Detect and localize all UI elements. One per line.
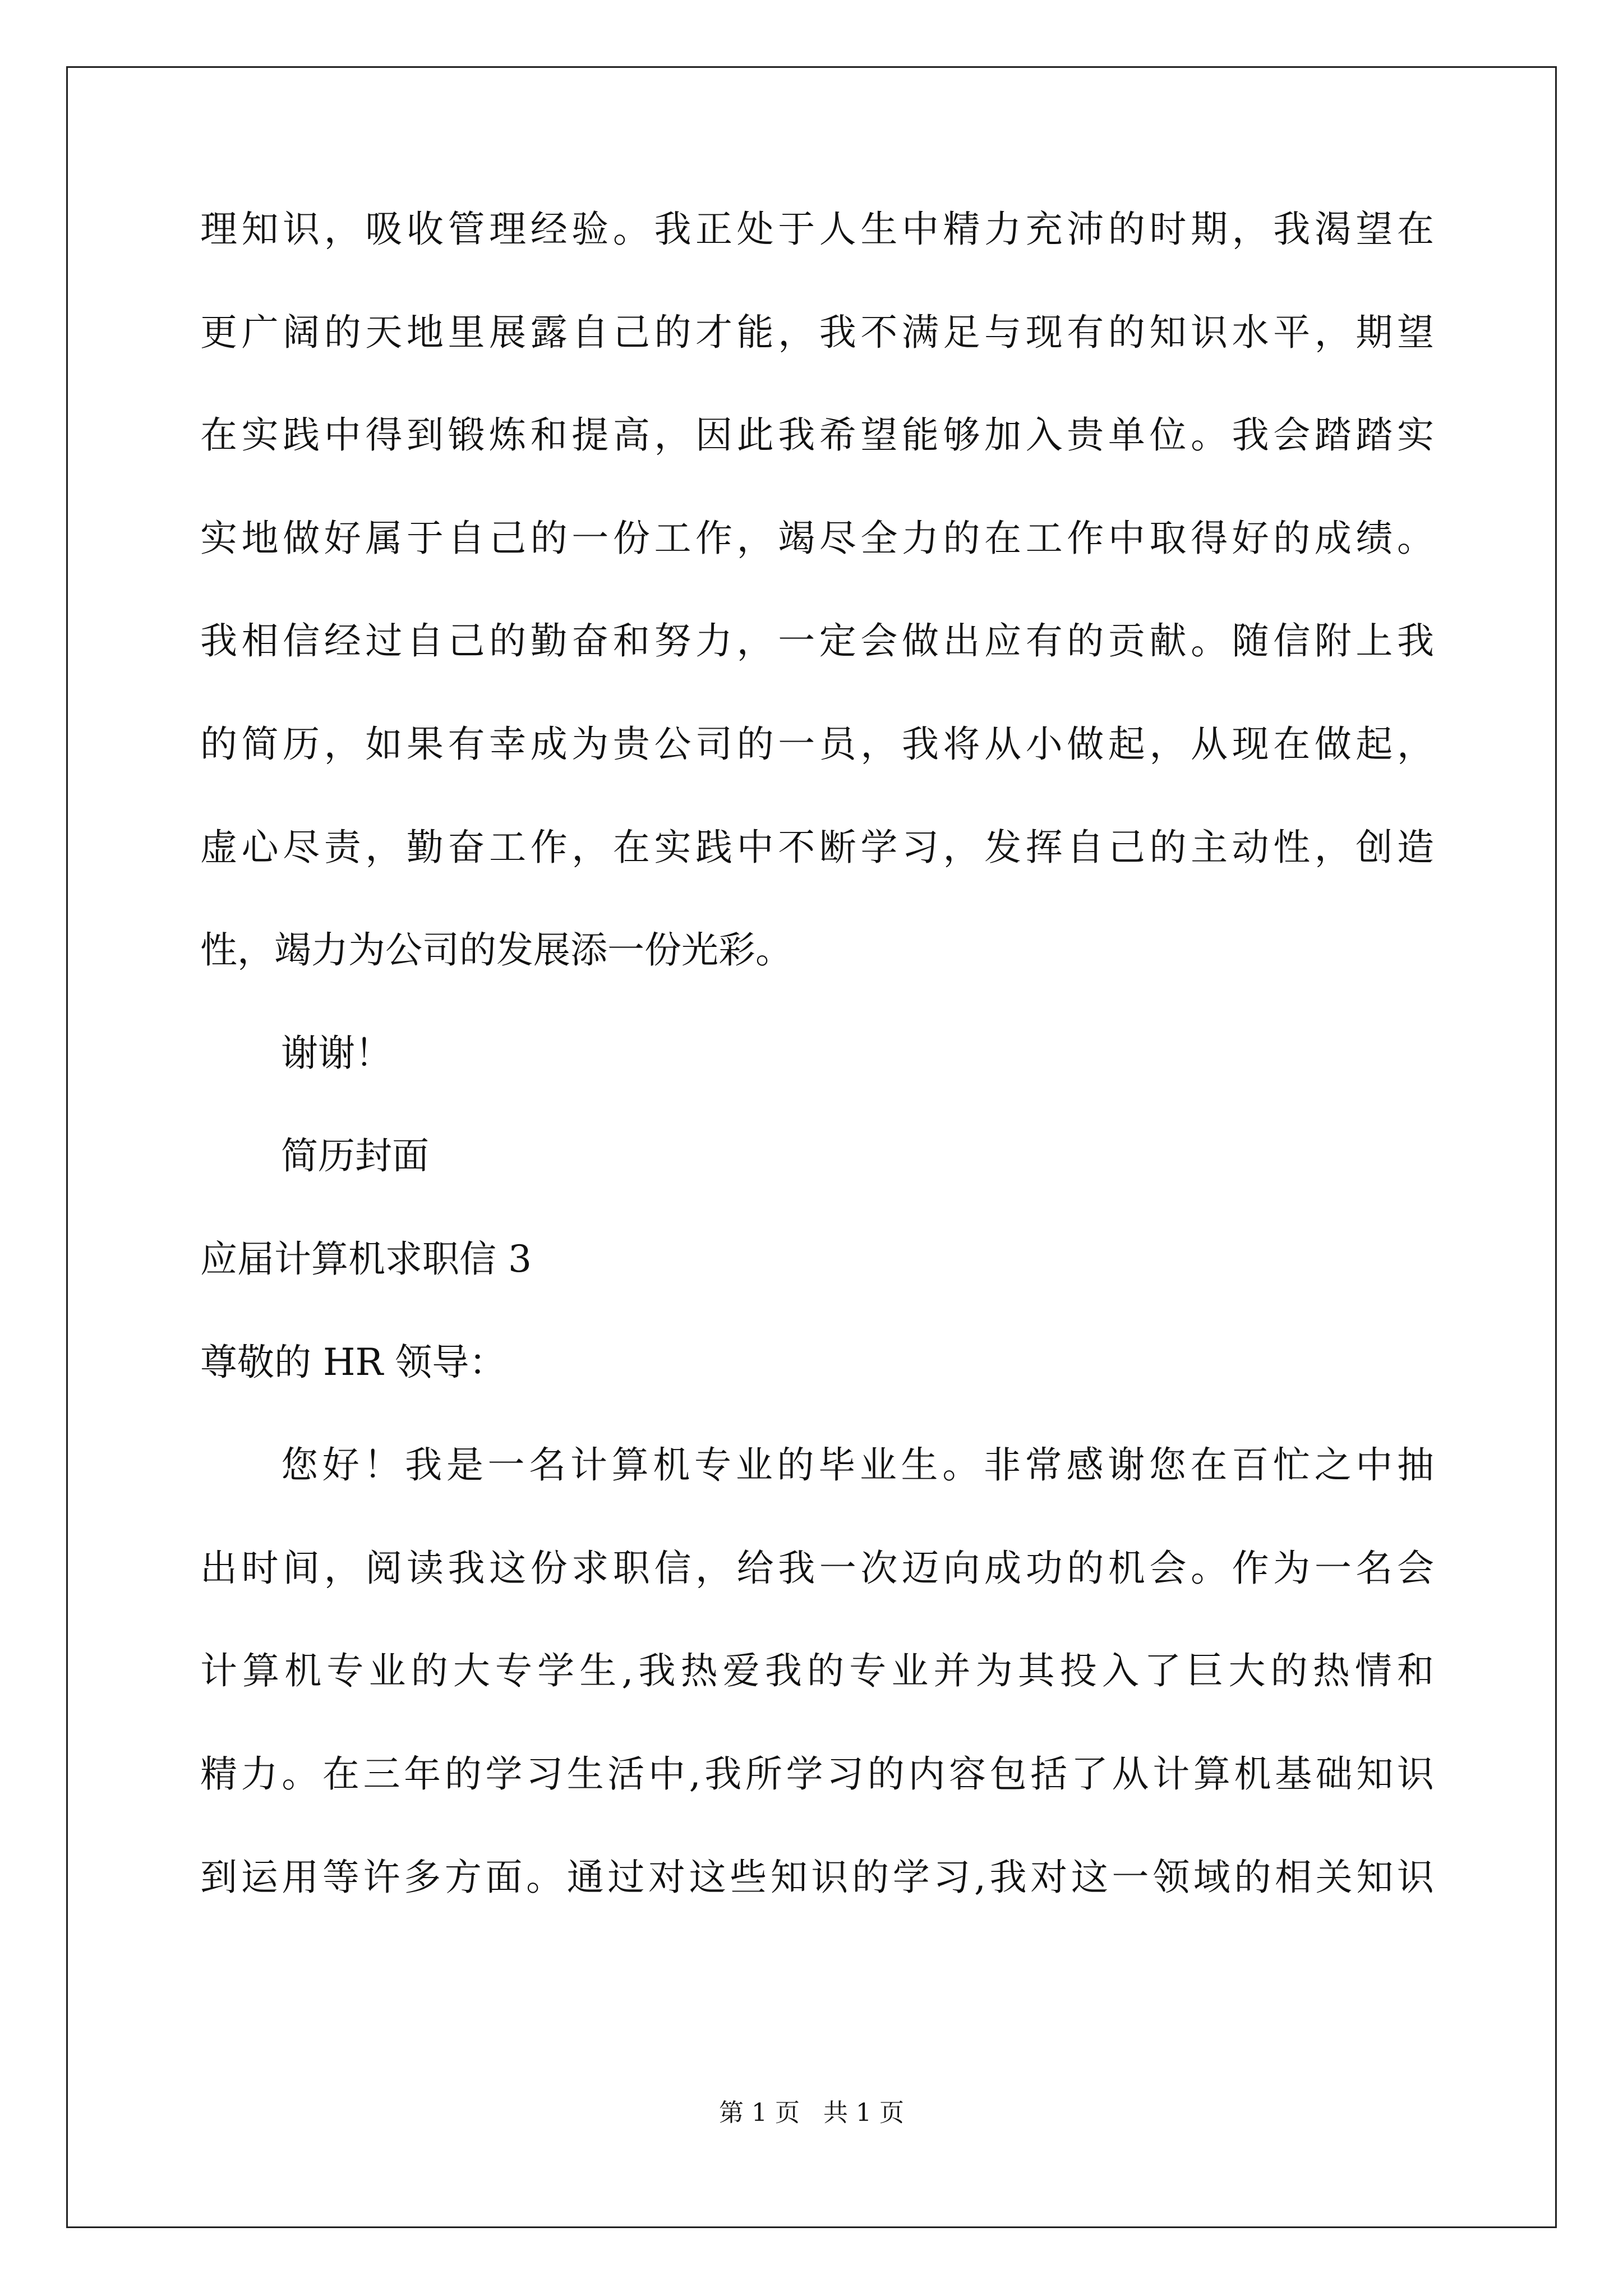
text-line: 出时间，阅读我这份求职信，给我一次迈向成功的机会。作为一名会 <box>200 1546 1434 1590</box>
text-line: 您好！我是一名计算机专业的毕业生。非常感谢您在百忙之中抽 <box>281 1443 1434 1487</box>
text-line: 应届计算机求职信 3 <box>200 1237 532 1281</box>
text-line: 计算机专业的大专学生,我热爱我的专业并为其投入了巨大的热情和 <box>200 1649 1434 1693</box>
text-line: 性，竭力为公司的发展添一份光彩。 <box>200 928 792 972</box>
text-line: 虚心尽责，勤奋工作，在实践中不断学习，发挥自己的主动性，创造 <box>200 825 1434 869</box>
document-body <box>200 208 1434 1962</box>
text-line: 的简历，如果有幸成为贵公司的一员，我将从小做起，从现在做起， <box>200 722 1434 766</box>
page-footer: 第 1 页 共 1 页 <box>719 2099 904 2127</box>
text-line: 在实践中得到锻炼和提高，因此我希望能够加入贵单位。我会踏踏实 <box>200 413 1434 457</box>
text-line: 我相信经过自己的勤奋和努力，一定会做出应有的贡献。随信附上我 <box>200 619 1434 663</box>
text-line: 更广阔的天地里展露自己的才能，我不满足与现有的知识水平，期望 <box>200 310 1434 354</box>
text-line: 谢谢！ <box>281 1031 392 1075</box>
text-line: 理知识，吸收管理经验。我正处于人生中精力充沛的时期，我渴望在 <box>200 208 1434 251</box>
text-line: 简历封面 <box>281 1134 429 1178</box>
text-line: 到运用等许多方面。通过对这些知识的学习,我对这一领域的相关知识 <box>200 1855 1434 1899</box>
text-line: 尊敬的 HR 领导： <box>200 1340 506 1384</box>
text-line: 精力。在三年的学习生活中,我所学习的内容包括了从计算机基础知识 <box>200 1752 1434 1796</box>
text-line: 实地做好属于自己的一份工作，竭尽全力的在工作中取得好的成绩。 <box>200 516 1434 560</box>
